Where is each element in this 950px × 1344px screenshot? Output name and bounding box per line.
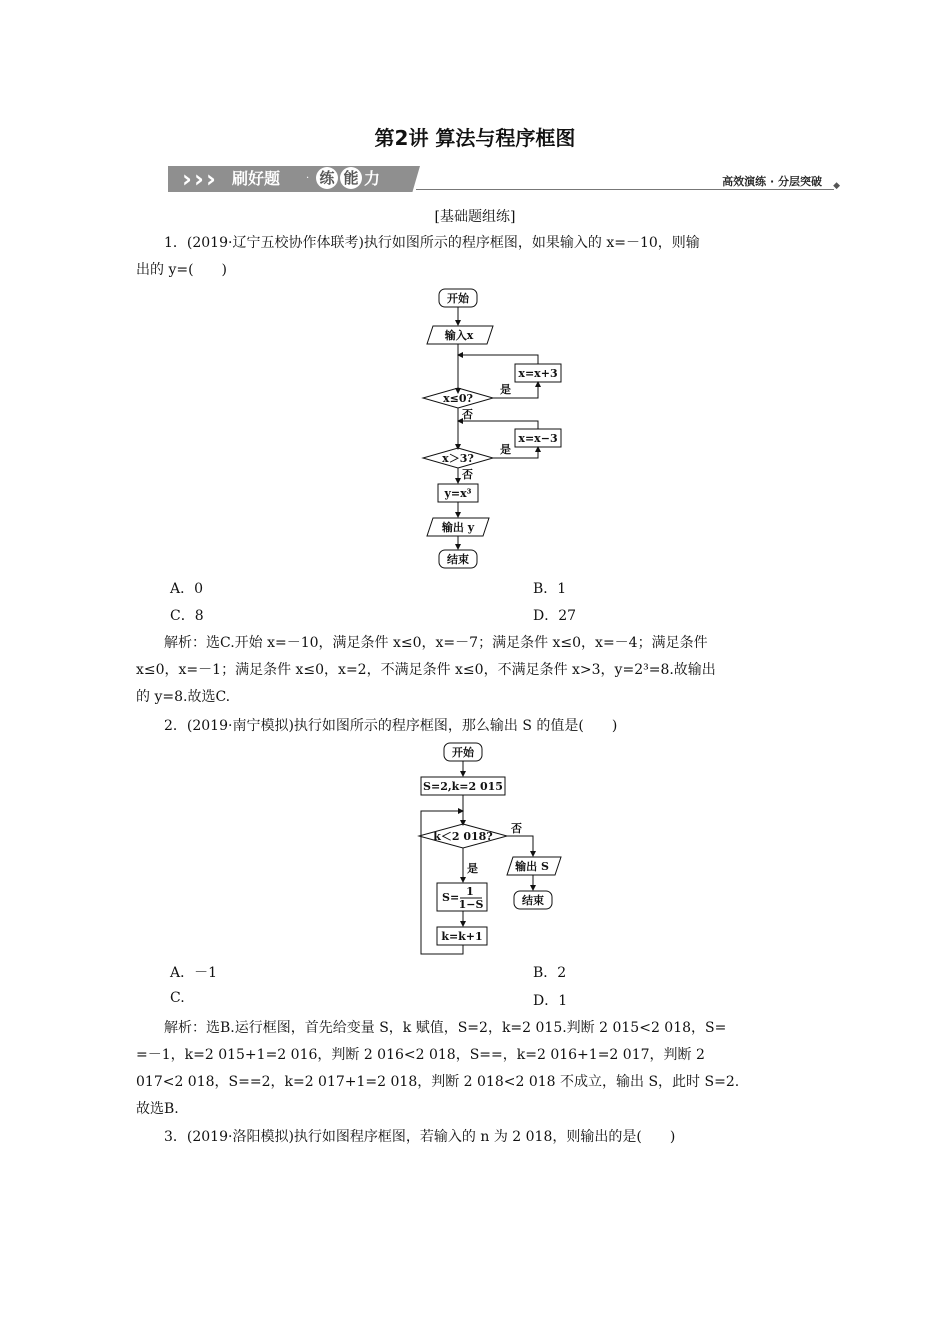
- fc-label: 开始: [452, 746, 474, 759]
- fc-label: 1: [466, 885, 474, 898]
- chevron-right-icon: ›: [206, 165, 216, 193]
- q1-analysis-line1: 解析：选C.开始 x=－10，满足条件 x≤0，x=－7；满足条件 x≤0，x=－4；满足条件: [164, 635, 708, 651]
- fc-label: x≤0?: [443, 392, 473, 405]
- q2-analysis-line4: 故选B.: [136, 1101, 179, 1117]
- q1-analysis-line2: x≤0，x=－1；满足条件 x≤0，x=2，不满足条件 x≤0，不满足条件 x>3，y=2³=8.故输出: [136, 662, 716, 678]
- q1-option-c: C．8: [170, 608, 204, 624]
- q1-option-d: D．27: [533, 608, 577, 624]
- q2-option-b: B．2: [533, 965, 567, 981]
- diamond-icon: ◆: [833, 181, 840, 191]
- fc-label: 否: [462, 468, 473, 481]
- fc-label: 输出 S: [515, 860, 549, 873]
- banner-separator: ·: [306, 173, 310, 184]
- banner-label-end: 力: [364, 169, 381, 188]
- fc-label: 开始: [447, 292, 469, 305]
- fc-label: y=x³: [444, 487, 472, 500]
- banner-right-label: 高效演练 · 分层突破: [722, 175, 822, 188]
- fc-label: S=2,k=2 015: [423, 780, 503, 793]
- q3-stem: 3．(2019·洛阳模拟)执行如图程序框图，若输入的 n 为 2 018，则输出的是( ): [164, 1129, 676, 1145]
- banner-rule: [416, 189, 834, 190]
- q2-analysis-line2: =－1，k=2 015+1=2 016，判断 2 016<2 018，S==，k=2 016+1=2 017，判断 2: [136, 1047, 705, 1063]
- q1-stem-line1: 1．(2019·辽宁五校协作体联考)执行如图所示的程序框图，如果输入的 x=－10，则输: [164, 235, 700, 251]
- fc-label: 1−S: [458, 898, 484, 911]
- fc-label: 是: [500, 383, 511, 396]
- banner-circle-char: 练: [316, 167, 338, 189]
- q2-flowchart: [415, 740, 575, 958]
- page-title: 第2讲 算法与程序框图: [374, 126, 576, 150]
- banner-circle-char: 能: [340, 167, 362, 189]
- q2-option-d: D．1: [533, 993, 568, 1009]
- fc-label: 输入x: [444, 329, 474, 342]
- fc-label: x=x+3: [518, 367, 558, 380]
- fc-label: k＜2 018?: [433, 830, 493, 843]
- fc-label: S=: [442, 891, 460, 904]
- q2-stem: 2．(2019·南宁模拟)执行如图所示的程序框图，那么输出 S 的值是( ): [164, 718, 618, 734]
- q2-option-c: C.: [170, 990, 185, 1006]
- q2-analysis-line1: 解析：选B.运行框图，首先给变量 S，k 赋值，S=2，k=2 015.判断 2 015<2 018，S=: [164, 1020, 727, 1036]
- q1-flowchart: [415, 285, 575, 575]
- q1-analysis-line3: 的 y=8.故选C.: [136, 689, 231, 705]
- fc-label: 否: [462, 408, 473, 421]
- fc-label: 结束: [447, 553, 469, 566]
- fc-label: 结束: [522, 894, 544, 907]
- q2-analysis-line3: 017<2 018，S==2，k=2 017+1=2 018，判断 2 018<2 018 不成立，输出 S，此时 S=2.: [136, 1074, 740, 1090]
- fc-label: x＞3?: [442, 452, 474, 465]
- fc-label: 是: [500, 443, 511, 456]
- q1-option-a: A．0: [170, 581, 204, 597]
- banner-label: 刷好题: [232, 169, 281, 188]
- chevron-right-icon: ›: [194, 165, 204, 193]
- chevron-right-icon: ›: [182, 165, 192, 193]
- fc-label: 否: [511, 822, 522, 835]
- section-banner: [168, 163, 842, 195]
- fc-label: 输出 y: [441, 521, 475, 534]
- q1-option-b: B．1: [533, 581, 567, 597]
- fc-label: 是: [467, 862, 478, 875]
- fc-label: k=k+1: [441, 930, 483, 943]
- q1-stem-line2: 出的 y=( ): [136, 262, 228, 278]
- section-heading: [基础题组练]: [434, 209, 516, 225]
- fc-label: x=x−3: [518, 432, 558, 445]
- q2-option-a: A．－1: [170, 965, 218, 981]
